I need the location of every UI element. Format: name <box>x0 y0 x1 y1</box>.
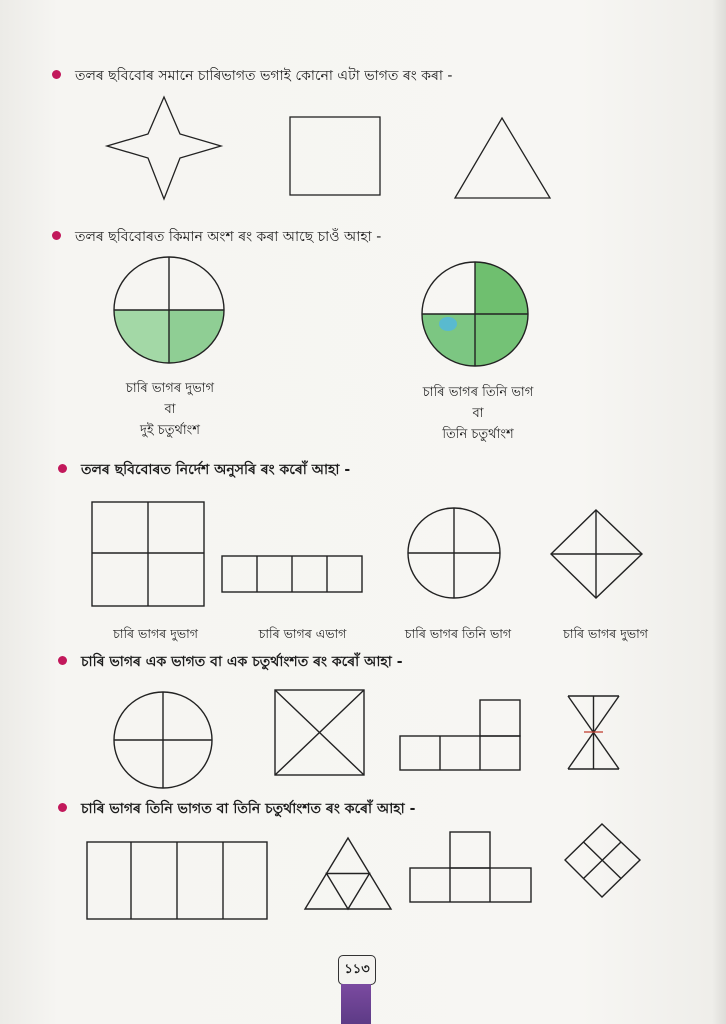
divided-diamond-figure <box>563 822 643 900</box>
quartered-rhombus-figure <box>549 508 645 600</box>
bullet-icon <box>58 464 67 473</box>
t-shape-blocks-figure <box>408 830 534 906</box>
caption-two-fourths: চাৰি ভাগৰ দুভাগ বা দুই চতুর্থাংশ <box>125 381 215 438</box>
circle-three-quarters-shaded <box>420 260 532 368</box>
label-two-of-four-second: চাৰি ভাগৰ দুভাগ <box>563 626 648 641</box>
bullet-icon <box>52 231 61 240</box>
section-2-instruction: তলৰ ছবিবোৰত কিমান অংশ ৰং কৰা আছে চাওঁ আহা - <box>52 228 381 246</box>
quartered-circle-figure-2 <box>112 690 216 792</box>
section-5-instruction: চাৰি ভাগৰ তিনি ভাগত বা তিনি চতুর্থাংশত ৰং কৰোঁ আহা - <box>58 800 415 818</box>
quartered-circle-figure <box>406 506 502 600</box>
label-two-of-four: চাৰি ভাগৰ দুভাগ <box>113 626 198 641</box>
page-number: ১১৩ <box>338 955 376 985</box>
bullet-icon <box>58 656 67 665</box>
caption-three-fourths: চাৰি ভাগৰ তিনি ভাগ বা তিনি চতুর্থাংশ <box>422 385 534 442</box>
label-one-of-four: চাৰি ভাগৰ এভাগ <box>258 626 347 641</box>
diagonal-square-figure <box>273 688 367 778</box>
page-spine-shadow <box>712 0 726 1024</box>
label-three-of-four: চাৰি ভাগৰ তিনি ভাগ <box>404 626 512 641</box>
section-3-instruction: তলৰ ছবিবোৰত নির্দেশ অনুসৰি ৰং কৰোঁ আহা - <box>58 461 350 479</box>
square-figure <box>288 115 383 197</box>
divided-triangle-figure <box>302 836 394 912</box>
hourglass-figure <box>566 694 622 772</box>
triangle-figure <box>452 115 554 201</box>
bullet-icon <box>52 70 61 79</box>
quartered-square-figure <box>90 500 208 610</box>
circle-two-quarters-shaded <box>112 255 228 365</box>
section-4-instruction: চাৰি ভাগৰ এক ভাগত বা এক চতুর্থাংশত ৰং কৰোঁ আহা - <box>58 653 403 671</box>
chapter-color-tab <box>341 984 371 1024</box>
section-1-instruction: তলৰ ছবিবোৰ সমানে চাৰিভাগত ভগাই কোনো এটা ভাগত ৰং কৰা - <box>52 67 452 85</box>
l-shape-blocks-figure <box>398 698 524 774</box>
bullet-icon <box>58 803 67 812</box>
four-point-star-figure <box>104 95 224 201</box>
four-strip-rectangle-figure <box>220 554 365 596</box>
four-column-rectangle-figure <box>85 840 271 922</box>
